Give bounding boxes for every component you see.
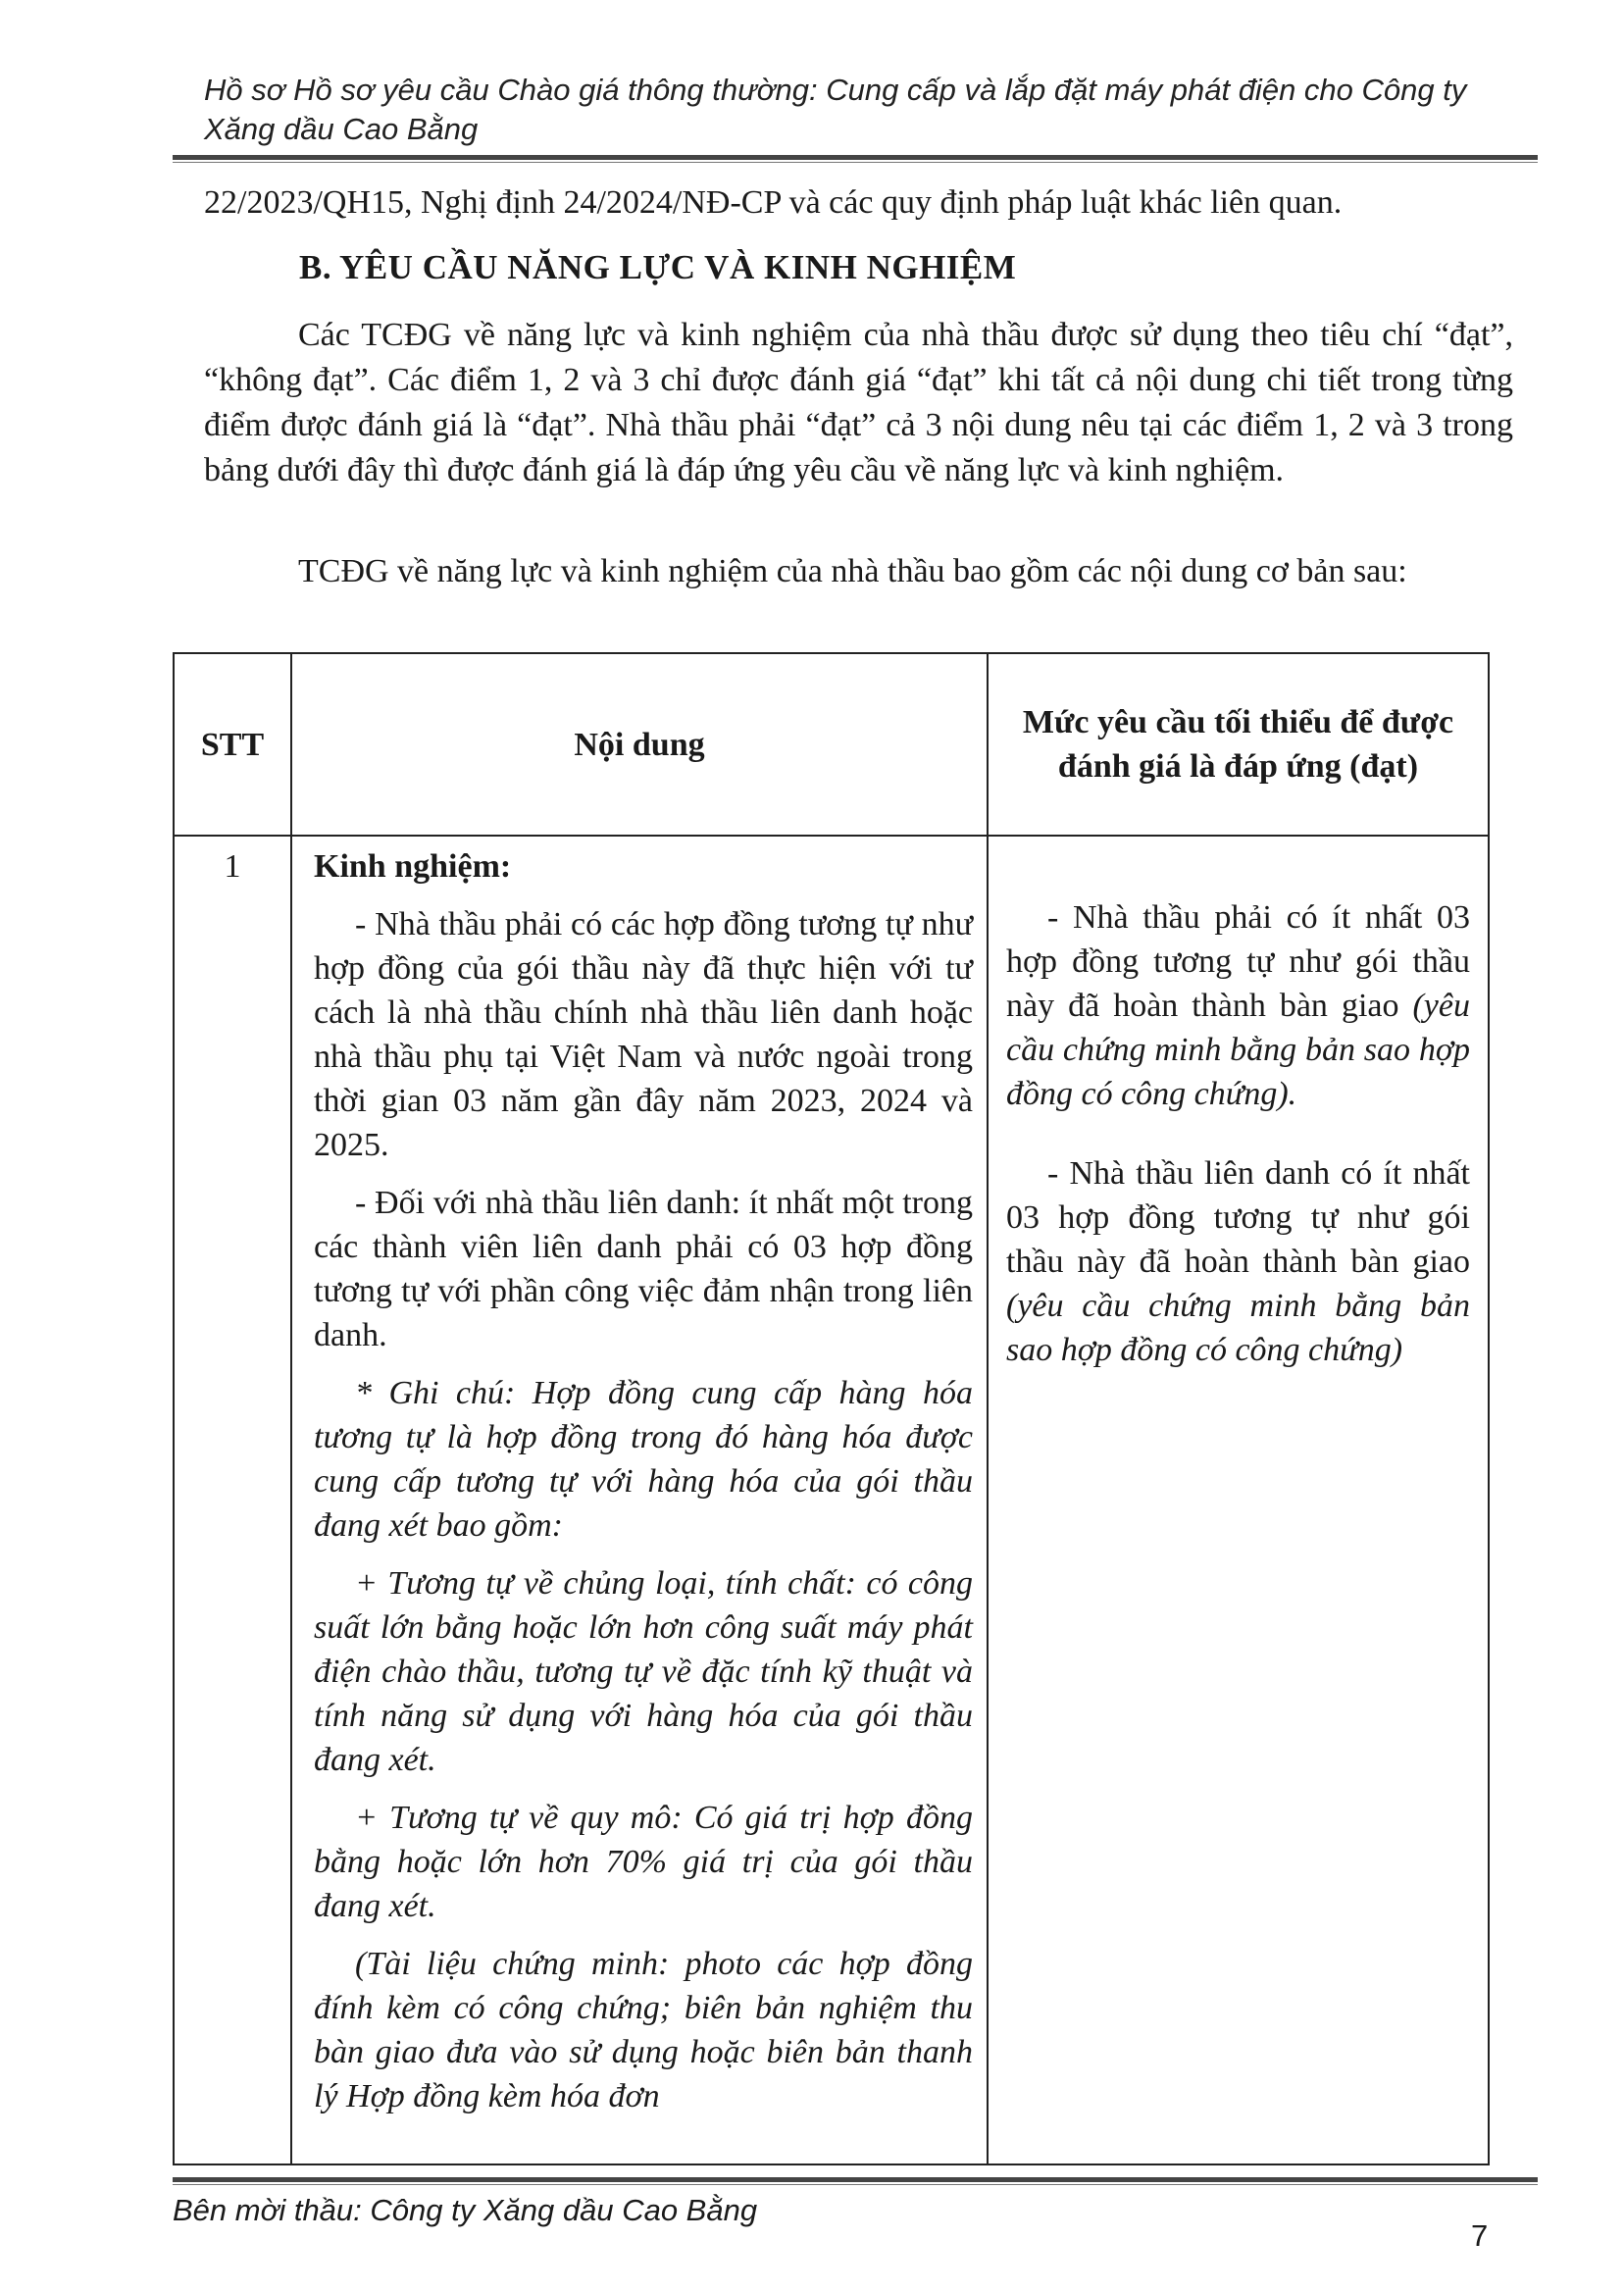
content-note: * Ghi chú: Hợp đồng cung cấp hàng hóa tương tự là hợp đồng trong đó hàng hóa được cung cấp tương tự với hàng hóa của gói thầu đang xét bao gồm: (314, 1375, 973, 1544)
page-header: Hồ sơ Hồ sơ yêu cầu Chào giá thông thường: Cung cấp và lắp đặt máy phát điện cho Công ty Xăng dầu Cao Bằng (204, 73, 1467, 146)
header-rule-thin (173, 162, 1538, 163)
content-note: + Tương tự về quy mô: Có giá trị hợp đồng bằng hoặc lớn hơn 70% giá trị của gói thầu đang xét. (314, 1800, 973, 1924)
row-content (291, 836, 988, 2164)
table-row (174, 836, 1489, 2164)
header-stt: STT (174, 653, 291, 836)
content-note: (Tài liệu chứng minh: photo các hợp đồng đính kèm có công chứng; biên bản nghiệm thu bàn giao đưa vào sử dụng hoặc biên bản thanh lý Hợp đồng kèm hóa đơn (314, 1946, 973, 2114)
table-header-row (174, 653, 1489, 836)
section-paragraph-2: TCĐG về năng lực và kinh nghiệm của nhà thầu bao gồm các nội dung cơ bản sau: (298, 553, 1407, 589)
row-requirement (988, 836, 1489, 2164)
page-number: 7 (1471, 2218, 1489, 2253)
footer-rule (173, 2177, 1538, 2182)
section-title: B. YÊU CẦU NĂNG LỰC VÀ KINH NGHIỆM (299, 248, 1017, 286)
content-paragraph: - Nhà thầu phải có các hợp đồng tương tự như hợp đồng của gói thầu này đã thực hiện với tư cách là nhà thầu chính nhà thầu liên danh hoặc nhà thầu phụ tại Việt Nam và nước ngoài trong thời gian 03 năm gần đây năm 2023, 2024 và 2025. (314, 906, 973, 1163)
footer-text: Bên mời thầu: Công ty Xăng dầu Cao Bằng (173, 2193, 758, 2227)
header-rule (173, 155, 1538, 160)
header-content: Nội dung (291, 653, 988, 836)
row-stt: 1 (174, 836, 291, 2164)
header-requirement: Mức yêu cầu tối thiểu để được đánh giá là đáp ứng (đạt) (988, 653, 1489, 836)
content-heading: Kinh nghiệm: (314, 848, 512, 885)
criteria-table (173, 652, 1490, 2165)
content-note: + Tương tự về chủng loại, tính chất: có công suất lớn bằng hoặc lớn hơn công suất máy phát điện chào thầu, tương tự về đặc tính kỹ thuật và tính năng sử dụng với hàng hóa của gói thầu đang xét. (314, 1565, 973, 1778)
section-paragraph-1: Các TCĐG về năng lực và kinh nghiệm của nhà thầu được sử dụng theo tiêu chí “đạt”, “không đạt”. Các điểm 1, 2 và 3 chỉ được đánh giá “đạt” khi tất cả nội dung chi tiết trong từng điểm được đánh giá là “đạt”. Nhà thầu phải “đạt” cả 3 nội dung nêu tại các điểm 1, 2 và 3 trong bảng dưới đây thì được đánh giá là đáp ứng yêu cầu về năng lực và kinh nghiệm. (204, 317, 1513, 488)
requirement-paragraph: - Nhà thầu phải có ít nhất 03 hợp đồng tương tự như gói thầu này đã hoàn thành bàn giao (yêu cầu chứng minh bằng bản sao hợp đồng có công chứng). (1006, 899, 1470, 1112)
intro-line: 22/2023/QH15, Nghị định 24/2024/NĐ-CP và các quy định pháp luật khác liên quan. (204, 184, 1343, 221)
requirement-paragraph: - Nhà thầu liên danh có ít nhất 03 hợp đồng tương tự như gói thầu này đã hoàn thành bàn giao (yêu cầu chứng minh bằng bản sao hợp đồng có công chứng) (1006, 1155, 1470, 1368)
footer-rule-thin (173, 2184, 1538, 2185)
content-paragraph: - Đối với nhà thầu liên danh: ít nhất một trong các thành viên liên danh phải có 03 hợp đồng tương tự với phần công việc đảm nhận trong liên danh. (314, 1185, 973, 1353)
